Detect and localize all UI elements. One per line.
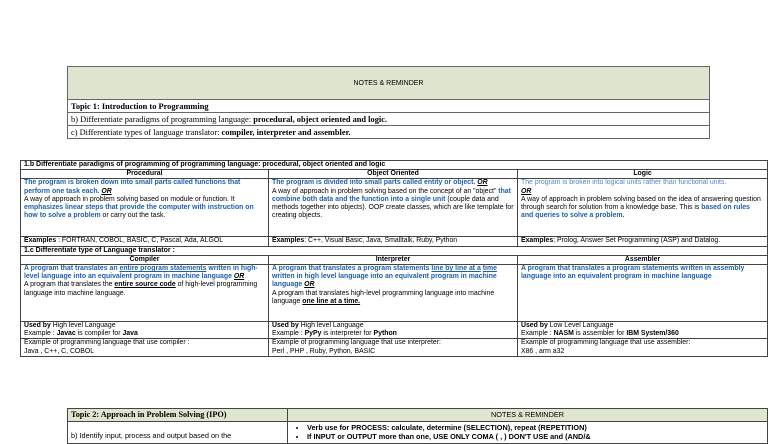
- interpreter-list: Perl , PHP , Ruby, Python, BASIC: [272, 347, 376, 355]
- col-procedural: Procedural: [21, 170, 269, 179]
- compiler-language-list: [21, 339, 269, 356]
- examples-label: Examples: [272, 237, 305, 245]
- topic2-title: Topic 2: Approach in Problem Solving (IPO): [68, 409, 288, 422]
- oop-definition: The program is divided into small parts called entity or object.: [272, 179, 476, 187]
- procedural-alt-2: or carry out the task.: [100, 212, 166, 220]
- procedural-definition: The program is broken down into small parts called functions that perform one task each.: [24, 179, 241, 195]
- topic2-table: [67, 408, 768, 444]
- notes-item-c-bold: compiler, interpreter and assembler.: [221, 127, 351, 137]
- assembler-list-title: Example of programming language that use assembler:: [521, 339, 691, 347]
- interpreter-alt-ul: one line at a time.: [302, 297, 361, 305]
- notes-item-b-text: b) Differentiate paradigms of programming language:: [71, 114, 254, 124]
- assembler-used-text: Low Level Language: [547, 322, 614, 330]
- oop-examples-text: : C++, Visual Basic, Java, Smalltalk, Ruby, Python: [304, 237, 458, 245]
- example-label: Example :: [24, 330, 57, 338]
- example-label: Example :: [521, 330, 554, 338]
- assembler-list: X86 , arm a32: [521, 347, 565, 355]
- notes-reminder-table: [67, 66, 710, 139]
- compiler-used-text: High level Language: [50, 322, 116, 330]
- assembler-example-lang: IBM System/360: [626, 330, 679, 338]
- translators-section-title: 1.c Differentiate type of Language translator :: [21, 246, 768, 255]
- compiler-cell: [21, 265, 269, 322]
- oop-examples: [269, 237, 518, 246]
- used-by-label: Used by: [24, 322, 51, 330]
- topic1-title: Topic 1: Introduction to Programming: [68, 100, 710, 113]
- interpreter-or: OR: [304, 281, 315, 289]
- oop-alt-1: A way of approach in problem solving based on the concept of an "object": [272, 187, 497, 195]
- interpreter-alt-1: A program that translates high-level programming language into machine language: [272, 289, 495, 305]
- compiler-example-name: Javac: [56, 330, 76, 338]
- interpreter-def-1: A program that translates a program statements: [272, 265, 432, 273]
- procedural-alt-1: A way of approach in problem solving based on module or function. It: [24, 195, 235, 203]
- procedural-cell: [21, 179, 269, 237]
- examples-label: Examples: [521, 237, 554, 245]
- oop-alt-bold: that combine both data and the function into a single unit: [272, 187, 511, 203]
- interpreter-example-name: PyPy: [304, 330, 322, 338]
- logic-or: OR: [521, 187, 532, 195]
- interpreter-used-text: High level Language: [298, 322, 364, 330]
- interpreter-def-ul2: time: [482, 265, 497, 273]
- col-logic: Logic: [518, 170, 768, 179]
- assembler-used: [518, 322, 768, 339]
- topic2-notes: [288, 421, 768, 443]
- interpreter-language-list: [269, 339, 518, 356]
- topic2-bullet-2: • If INPUT or OUTPUT more than one, USE ONLY COMA ( , ) DON'T USE and (AND/&: [307, 432, 764, 442]
- compiler-example-lang: Java: [122, 330, 138, 338]
- interpreter-example-lang: Python: [373, 330, 397, 338]
- interpreter-def-2: written in high level language into an equivalent program in machine language: [272, 273, 497, 289]
- oop-or: OR: [477, 179, 488, 187]
- compiler-used: [21, 322, 269, 339]
- paradigms-section-title: 1.b Differentiate paradigms of programming of programming language: procedural, object oriented and logic: [21, 161, 768, 170]
- procedural-alt-bold: emphasizes linear steps that provide the computer with instruction on how to solve a problem: [24, 204, 254, 220]
- procedural-examples: [21, 237, 269, 246]
- logic-alt-bold: based on rules and queries to solve a problem.: [521, 204, 750, 220]
- col-assembler: Assembler: [518, 255, 768, 264]
- compiler-example-mid: is compiler for: [75, 330, 123, 338]
- interpreter-cell: [269, 265, 518, 322]
- notes-item-c: [68, 126, 710, 139]
- compiler-list-title: Example of programming language that use compiler :: [24, 339, 190, 347]
- procedural-or: OR: [101, 187, 112, 195]
- compiler-def-ul: entire program statements: [119, 265, 207, 273]
- example-label: Example :: [272, 330, 305, 338]
- col-object-oriented: Object Oriented: [269, 170, 518, 179]
- topic2-item-b: b) Identify input, process and output based on the: [68, 421, 288, 443]
- assembler-language-list: [518, 339, 768, 356]
- assembler-cell: [518, 265, 768, 322]
- notes-item-c-text: c) Differentiate types of language translator:: [71, 127, 222, 137]
- oop-alt-2: (couple data and methods together into objects). OOP create classes, which are like template for creating objects.: [272, 195, 514, 220]
- oop-cell: [269, 179, 518, 237]
- col-compiler: Compiler: [21, 255, 269, 264]
- topic2-notes-title: NOTES & REMINDER: [288, 409, 768, 422]
- compiler-def-1: A program that translates an: [24, 265, 120, 273]
- compiler-alt-2: of high-level programming language into machine language.: [24, 281, 258, 297]
- logic-definition: The program is broken into logical units rather than functional units.: [521, 179, 727, 187]
- assembler-example-mid: is assembler for: [573, 330, 627, 338]
- compiler-def-2: written in high-level language into an equivalent program in machine language: [24, 265, 258, 281]
- assembler-example-name: NASM: [553, 330, 574, 338]
- topic2-bullet-1: • Verb use for PROCESS: calculate, determine (SELECTION), repeat (REPETITION): [307, 423, 764, 433]
- examples-label: Examples: [24, 237, 57, 245]
- compiler-or: OR: [233, 273, 245, 281]
- compiler-alt-ul: entire source code: [114, 281, 176, 289]
- interpreter-list-title: Example of programming language that use interpreter:: [272, 339, 441, 347]
- interpreter-used: [269, 322, 518, 339]
- used-by-label: Used by: [272, 322, 299, 330]
- notes-item-b-bold: procedural, object oriented and logic.: [253, 114, 388, 124]
- col-interpreter: Interpreter: [269, 255, 518, 264]
- compiler-list: Java , C++, C, COBOL: [24, 347, 95, 355]
- assembler-def: A program that translates a program statements written in assembly language into an equivalent program in machine language: [521, 265, 745, 281]
- interpreter-example-mid: is interpreter for: [321, 330, 374, 338]
- logic-examples-text: : Prolog, Answer Set Programming (ASP) and Datalog.: [553, 237, 721, 245]
- interpreter-def-ul1: line by line at a: [431, 265, 481, 273]
- logic-alt-1: A way of approach in problem solving based on the idea of answering question through search for solution from a knowledge base. This is: [521, 195, 761, 212]
- comparison-table: [20, 160, 768, 357]
- notes-title: NOTES & REMINDER: [68, 67, 710, 100]
- compiler-alt-1: A program that translates the: [24, 281, 115, 289]
- procedural-examples-text: : FORTRAN, COBOL, BASIC, C, Pascal, Ada, ALGOL: [56, 237, 224, 245]
- notes-item-b: [68, 113, 710, 126]
- logic-examples: [518, 237, 768, 246]
- used-by-label: Used by: [521, 322, 548, 330]
- logic-cell: [518, 179, 768, 237]
